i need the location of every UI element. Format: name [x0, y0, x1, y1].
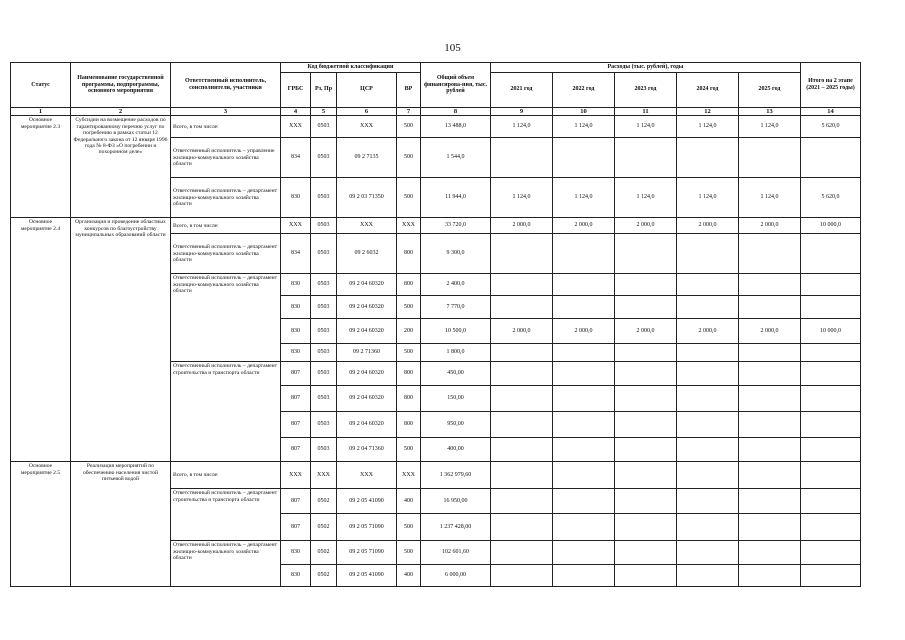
y2024-cell [677, 438, 739, 462]
col-number: 6 [337, 107, 397, 115]
col-itog-header: Итого на 2 этапе (2021 – 2025 годы) [801, 63, 861, 108]
itog-cell [801, 412, 861, 438]
y2025-cell: 1 124,0 [739, 178, 801, 218]
y2022-cell [553, 362, 615, 386]
vr-cell: 500 [397, 344, 421, 362]
grbs-cell: ХХХ [281, 462, 311, 489]
rzpr-cell: 0503 [311, 116, 337, 138]
y2024-cell [677, 386, 739, 412]
y2023-cell [615, 489, 677, 514]
csr-cell: ХХХ [337, 462, 397, 489]
status-cell: Основное мероприятие 2.3 [11, 116, 71, 218]
y2024-cell: 1 124,0 [677, 116, 739, 138]
grbs-cell: 830 [281, 565, 311, 587]
rzpr-cell: 0502 [311, 489, 337, 514]
y2025-cell [739, 296, 801, 319]
y2025-cell [739, 362, 801, 386]
itog-cell: 10 000,0 [801, 319, 861, 344]
y2024-cell [677, 344, 739, 362]
y2022-cell [553, 438, 615, 462]
vr-cell: 800 [397, 234, 421, 274]
y2023-cell: 2 000,0 [615, 319, 677, 344]
executor-cell: Ответственный исполнитель – департамент строительства и транспорта области [171, 489, 281, 541]
rzpr-cell: 0503 [311, 319, 337, 344]
y2021-cell [491, 412, 553, 438]
csr-cell: 09 2 03 71350 [337, 178, 397, 218]
total-cell: 102 601,60 [421, 541, 491, 565]
y2022-cell [553, 274, 615, 296]
y2022-cell: 1 124,0 [553, 116, 615, 138]
col-budget-code-header: Код бюджетной классификации [281, 63, 421, 73]
y2022-cell [553, 234, 615, 274]
vr-cell: 500 [397, 138, 421, 178]
itog-cell [801, 462, 861, 489]
total-cell: 10 500,0 [421, 319, 491, 344]
csr-cell: ХХХ [337, 116, 397, 138]
col-number: 7 [397, 107, 421, 115]
vr-cell: 800 [397, 386, 421, 412]
y2023-cell [615, 234, 677, 274]
rzpr-cell: 0503 [311, 386, 337, 412]
y2025-cell [739, 438, 801, 462]
budget-table [10, 62, 861, 587]
y2023-cell [615, 438, 677, 462]
y2025-cell [739, 344, 801, 362]
itog-cell [801, 274, 861, 296]
y2021-cell [491, 565, 553, 587]
col-number: 14 [801, 107, 861, 115]
y2021-cell [491, 462, 553, 489]
y2022-cell [553, 489, 615, 514]
rzpr-cell: 0502 [311, 514, 337, 541]
grbs-cell: 830 [281, 296, 311, 319]
page-number: 105 [444, 42, 461, 54]
itog-cell [801, 362, 861, 386]
col-2021-header: 2021 год [491, 72, 553, 107]
y2021-cell [491, 438, 553, 462]
y2021-cell: 1 124,0 [491, 116, 553, 138]
vr-cell: 800 [397, 274, 421, 296]
csr-cell: 09 2 04 60320 [337, 319, 397, 344]
total-cell: 1 800,0 [421, 344, 491, 362]
y2021-cell [491, 514, 553, 541]
col-number: 5 [311, 107, 337, 115]
y2024-cell [677, 541, 739, 565]
total-cell: 1 362 979,60 [421, 462, 491, 489]
executor-cell: Всего, в том числе: [171, 218, 281, 234]
table-row [11, 116, 861, 138]
y2024-cell [677, 489, 739, 514]
executor-cell: Ответственный исполнитель – департамент строительства и транспорта области [171, 362, 281, 462]
y2022-cell [553, 514, 615, 541]
itog-cell: 5 620,0 [801, 178, 861, 218]
total-cell: 2 400,0 [421, 274, 491, 296]
y2022-cell: 1 124,0 [553, 178, 615, 218]
csr-cell: 09 2 05 41090 [337, 565, 397, 587]
y2023-cell [615, 296, 677, 319]
col-number: 4 [281, 107, 311, 115]
rzpr-cell: 0503 [311, 438, 337, 462]
csr-cell: 09 2 04 60320 [337, 386, 397, 412]
grbs-cell: 807 [281, 386, 311, 412]
y2025-cell [739, 514, 801, 541]
y2022-cell [553, 541, 615, 565]
rzpr-cell: 0503 [311, 412, 337, 438]
y2021-cell [491, 362, 553, 386]
itog-cell [801, 234, 861, 274]
y2025-cell: 2 000,0 [739, 218, 801, 234]
y2023-cell: 2 000,0 [615, 218, 677, 234]
itog-cell [801, 565, 861, 587]
rzpr-cell: 0503 [311, 296, 337, 319]
col-2023-header: 2023 год [615, 72, 677, 107]
executor-cell: Ответственный исполнитель – департамент жилищно-коммунального хозяйства области [171, 274, 281, 362]
col-number: 2 [71, 107, 171, 115]
col-executor-header: Ответственный исполнитель, соисполнители, участники [171, 63, 281, 108]
vr-cell: 500 [397, 116, 421, 138]
col-total-header: Общий объем финансирова-ния, тыс. рублей [421, 63, 491, 108]
y2024-cell: 2 000,0 [677, 218, 739, 234]
table-row [11, 462, 861, 489]
status-cell: Основное мероприятие 2.4 [11, 218, 71, 462]
csr-cell: 09 2 7135 [337, 138, 397, 178]
y2021-cell [491, 296, 553, 319]
grbs-cell: ХХХ [281, 218, 311, 234]
y2022-cell [553, 344, 615, 362]
event-name-cell: Субсидии на возмещение расходов по гарантированному перечню услуг по погребению в рамках статьи 12 Федерального закона от 12 января 1996 года № 8-ФЗ «О погребении и похоронном деле» [71, 116, 171, 218]
y2024-cell [677, 138, 739, 178]
col-number: 10 [553, 107, 615, 115]
vr-cell: 500 [397, 438, 421, 462]
col-expenses-header: Расходы (тыс. рублей), годы [491, 63, 801, 73]
grbs-cell: 807 [281, 438, 311, 462]
vr-cell: 400 [397, 565, 421, 587]
vr-cell: 800 [397, 412, 421, 438]
y2023-cell [615, 344, 677, 362]
y2024-cell [677, 362, 739, 386]
y2023-cell [615, 138, 677, 178]
vr-cell: 400 [397, 489, 421, 514]
rzpr-cell: ХХХ [311, 462, 337, 489]
grbs-cell: 807 [281, 514, 311, 541]
col-rzpr-header: Рз, Пр [311, 72, 337, 107]
itog-cell [801, 514, 861, 541]
grbs-cell: 830 [281, 319, 311, 344]
status-cell: Основное мероприятие 2.5 [11, 462, 71, 587]
csr-cell: 09 2 6032 [337, 234, 397, 274]
grbs-cell: 834 [281, 234, 311, 274]
vr-cell: ХХХ [397, 218, 421, 234]
csr-cell: 09 2 04 60320 [337, 274, 397, 296]
csr-cell: 09 2 04 71360 [337, 438, 397, 462]
col-number: 13 [739, 107, 801, 115]
vr-cell: 800 [397, 362, 421, 386]
executor-cell: Всего, в том числе: [171, 462, 281, 489]
itog-cell [801, 296, 861, 319]
y2025-cell: 2 000,0 [739, 319, 801, 344]
itog-cell [801, 438, 861, 462]
grbs-cell: ХХХ [281, 116, 311, 138]
event-name-cell: Реализация мероприятий по обеспечению населения чистой питьевой водой [71, 462, 171, 587]
csr-cell: 09 2 71360 [337, 344, 397, 362]
y2022-cell [553, 138, 615, 178]
y2021-cell [491, 541, 553, 565]
y2021-cell: 2 000,0 [491, 218, 553, 234]
col-number: 3 [171, 107, 281, 115]
grbs-cell: 807 [281, 362, 311, 386]
rzpr-cell: 0503 [311, 344, 337, 362]
y2024-cell [677, 462, 739, 489]
y2025-cell [739, 489, 801, 514]
y2021-cell [491, 234, 553, 274]
total-cell: 1 237 428,00 [421, 514, 491, 541]
col-2025-header: 2025 год [739, 72, 801, 107]
y2025-cell [739, 541, 801, 565]
y2022-cell: 2 000,0 [553, 218, 615, 234]
itog-cell: 10 000,0 [801, 218, 861, 234]
csr-cell: 09 2 05 71090 [337, 514, 397, 541]
vr-cell: 200 [397, 319, 421, 344]
itog-cell [801, 138, 861, 178]
total-cell: 950,00 [421, 412, 491, 438]
y2022-cell [553, 565, 615, 587]
y2024-cell [677, 514, 739, 541]
y2023-cell: 1 124,0 [615, 116, 677, 138]
vr-cell: 500 [397, 296, 421, 319]
y2022-cell [553, 296, 615, 319]
col-number: 12 [677, 107, 739, 115]
y2025-cell [739, 462, 801, 489]
grbs-cell: 807 [281, 489, 311, 514]
executor-cell: Ответственный исполнитель – управление жилищно-коммунального хозяйства области [171, 138, 281, 178]
y2023-cell [615, 274, 677, 296]
executor-cell: Всего, в том числе: [171, 116, 281, 138]
csr-cell: 09 2 04 60320 [337, 296, 397, 319]
y2022-cell [553, 386, 615, 412]
grbs-cell: 830 [281, 178, 311, 218]
y2023-cell: 1 124,0 [615, 178, 677, 218]
y2021-cell [491, 344, 553, 362]
y2021-cell [491, 274, 553, 296]
y2023-cell [615, 386, 677, 412]
col-name-header: Наименование государственной программы, подпрограммы, основного мероприятия [71, 63, 171, 108]
col-csr-header: ЦСР [337, 72, 397, 107]
itog-cell [801, 386, 861, 412]
vr-cell: 500 [397, 514, 421, 541]
csr-cell: 09 2 04 60320 [337, 412, 397, 438]
vr-cell: 500 [397, 178, 421, 218]
csr-cell: 09 2 04 60320 [337, 362, 397, 386]
total-cell: 11 944,0 [421, 178, 491, 218]
y2023-cell [615, 362, 677, 386]
y2022-cell: 2 000,0 [553, 319, 615, 344]
y2023-cell [615, 541, 677, 565]
y2021-cell [491, 489, 553, 514]
y2021-cell [491, 138, 553, 178]
executor-cell: Ответственный исполнитель – департамент жилищно-коммунального хозяйства области [171, 178, 281, 218]
y2024-cell [677, 296, 739, 319]
rzpr-cell: 0502 [311, 541, 337, 565]
y2024-cell [677, 274, 739, 296]
total-cell: 16 950,00 [421, 489, 491, 514]
total-cell: 13 488,0 [421, 116, 491, 138]
y2023-cell [615, 412, 677, 438]
column-number-row [11, 107, 861, 115]
grbs-cell: 807 [281, 412, 311, 438]
rzpr-cell: 0503 [311, 138, 337, 178]
grbs-cell: 830 [281, 344, 311, 362]
y2025-cell [739, 565, 801, 587]
y2022-cell [553, 462, 615, 489]
y2021-cell: 2 000,0 [491, 319, 553, 344]
col-number: 1 [11, 107, 71, 115]
col-2024-header: 2024 год [677, 72, 739, 107]
event-name-cell: Организация и проведение областных конкурсов по благоустройству муниципальных образований области [71, 218, 171, 462]
grbs-cell: 834 [281, 138, 311, 178]
y2025-cell [739, 138, 801, 178]
total-cell: 33 720,0 [421, 218, 491, 234]
itog-cell [801, 344, 861, 362]
total-cell: 6 000,00 [421, 565, 491, 587]
y2023-cell [615, 565, 677, 587]
y2024-cell [677, 412, 739, 438]
total-cell: 150,00 [421, 386, 491, 412]
vr-cell: ХХХ [397, 462, 421, 489]
header-row-1 [11, 63, 861, 73]
grbs-cell: 830 [281, 274, 311, 296]
y2025-cell: 1 124,0 [739, 116, 801, 138]
itog-cell: 5 620,0 [801, 116, 861, 138]
rzpr-cell: 0503 [311, 218, 337, 234]
table-row [11, 218, 861, 234]
y2025-cell [739, 234, 801, 274]
col-number: 8 [421, 107, 491, 115]
vr-cell: 500 [397, 541, 421, 565]
y2023-cell [615, 462, 677, 489]
grbs-cell: 830 [281, 541, 311, 565]
total-cell: 1 544,0 [421, 138, 491, 178]
y2025-cell [739, 274, 801, 296]
col-2022-header: 2022 год [553, 72, 615, 107]
y2023-cell [615, 514, 677, 541]
total-cell: 450,00 [421, 362, 491, 386]
y2024-cell [677, 234, 739, 274]
csr-cell: 09 2 05 41090 [337, 489, 397, 514]
y2025-cell [739, 386, 801, 412]
y2021-cell: 1 124,0 [491, 178, 553, 218]
itog-cell [801, 541, 861, 565]
rzpr-cell: 0503 [311, 362, 337, 386]
total-cell: 400,00 [421, 438, 491, 462]
total-cell: 7 770,0 [421, 296, 491, 319]
csr-cell: 09 2 05 71090 [337, 541, 397, 565]
rzpr-cell: 0502 [311, 565, 337, 587]
col-number: 9 [491, 107, 553, 115]
y2024-cell: 1 124,0 [677, 178, 739, 218]
col-status-header: Статус [11, 63, 71, 108]
y2024-cell [677, 565, 739, 587]
rzpr-cell: 0503 [311, 274, 337, 296]
itog-cell [801, 489, 861, 514]
col-grbs-header: ГРБС [281, 72, 311, 107]
col-number: 11 [615, 107, 677, 115]
executor-cell: Ответственный исполнитель – департамент жилищно-коммунального хозяйства области [171, 234, 281, 274]
y2024-cell: 2 000,0 [677, 319, 739, 344]
rzpr-cell: 0503 [311, 178, 337, 218]
executor-cell: Ответственный исполнитель – департамент жилищно-коммунального хозяйства области [171, 541, 281, 587]
y2025-cell [739, 412, 801, 438]
col-vr-header: ВР [397, 72, 421, 107]
total-cell: 9 300,0 [421, 234, 491, 274]
rzpr-cell: 0503 [311, 234, 337, 274]
y2022-cell [553, 412, 615, 438]
csr-cell: ХХХ [337, 218, 397, 234]
y2021-cell [491, 386, 553, 412]
